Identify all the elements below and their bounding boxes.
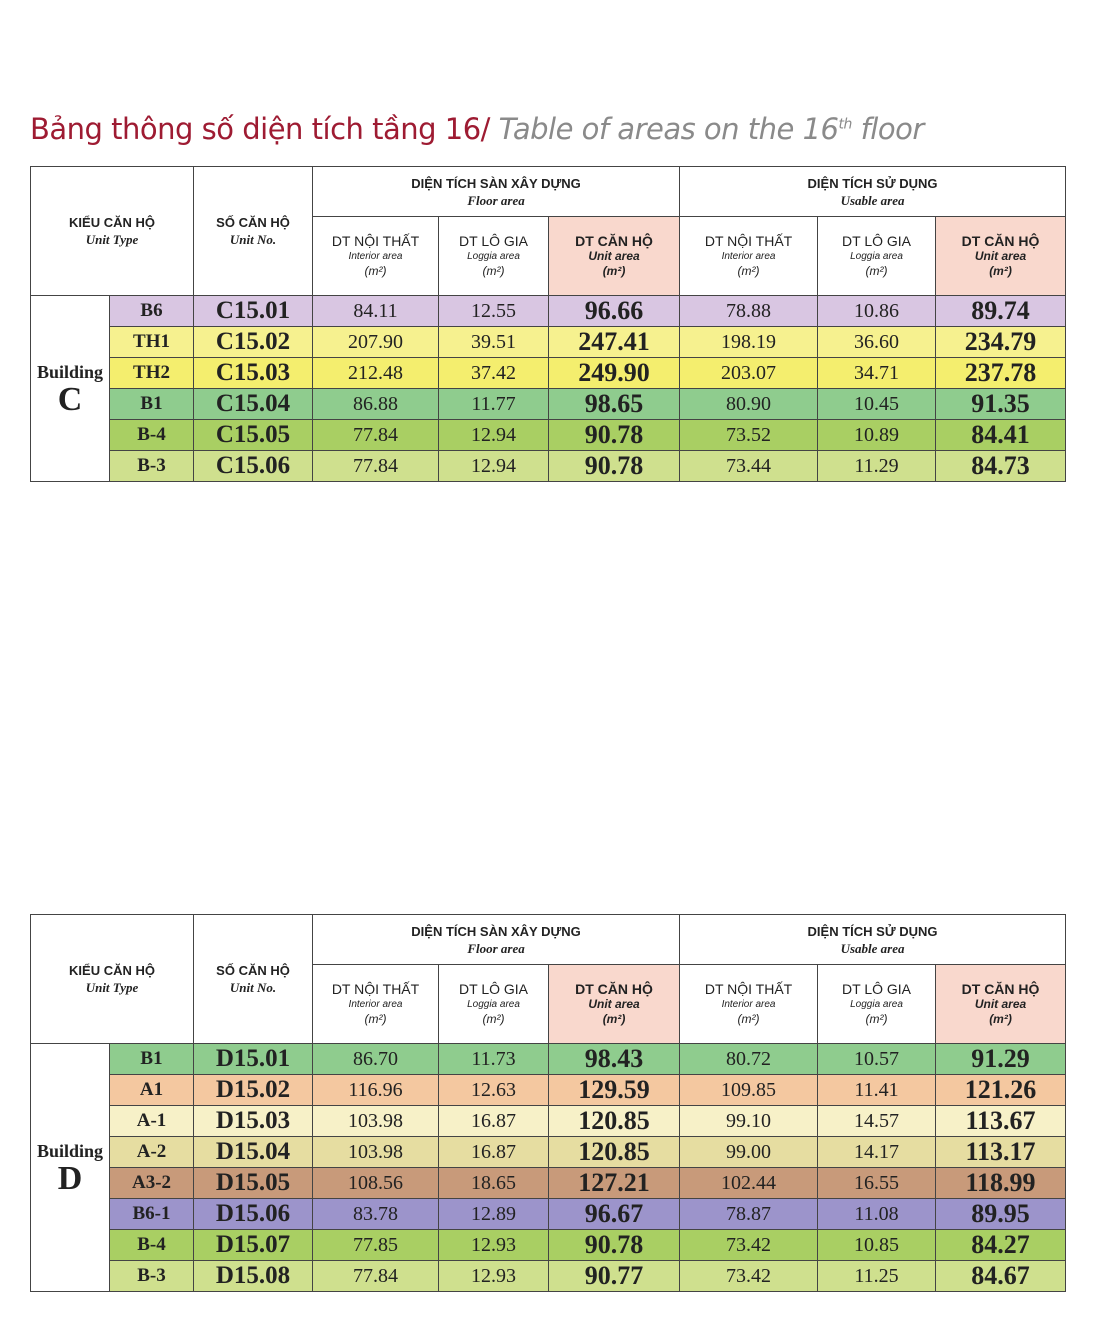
cell-usable-interior: 78.87 — [680, 1199, 818, 1230]
table-row — [31, 327, 1066, 358]
cell-usable-loggia: 11.08 — [818, 1199, 936, 1230]
cell-unit-type: A3-2 — [110, 1168, 194, 1199]
cell-floor-interior: 212.48 — [313, 358, 439, 389]
cell-usable-unit-area: 118.99 — [936, 1168, 1066, 1199]
cell-usable-unit-area: 84.73 — [936, 451, 1066, 482]
cell-floor-unit-area: 90.77 — [549, 1261, 680, 1292]
cell-unit-type: B6 — [110, 296, 194, 327]
cell-unit-no: C15.03 — [194, 358, 313, 389]
cell-floor-unit-area: 120.85 — [549, 1106, 680, 1137]
cell-floor-loggia: 12.94 — [439, 451, 549, 482]
cell-floor-interior: 108.56 — [313, 1168, 439, 1199]
cell-unit-no: D15.05 — [194, 1168, 313, 1199]
cell-usable-interior: 73.42 — [680, 1230, 818, 1261]
cell-unit-type: B6-1 — [110, 1199, 194, 1230]
cell-usable-loggia: 14.17 — [818, 1137, 936, 1168]
cell-floor-interior: 207.90 — [313, 327, 439, 358]
cell-floor-loggia: 12.93 — [439, 1230, 549, 1261]
cell-floor-unit-area: 90.78 — [549, 1230, 680, 1261]
cell-usable-unit-area: 91.29 — [936, 1044, 1066, 1075]
cell-unit-type: B-4 — [110, 420, 194, 451]
building-label: Building C — [31, 296, 110, 482]
cell-floor-unit-area: 90.78 — [549, 451, 680, 482]
cell-floor-interior: 86.88 — [313, 389, 439, 420]
cell-floor-interior: 77.85 — [313, 1230, 439, 1261]
cell-unit-type: A-2 — [110, 1137, 194, 1168]
table-row — [31, 1106, 1066, 1137]
header-unit-type: KIỂU CĂN HỘ Unit Type — [31, 167, 194, 296]
header-usable-unit-area: DT CĂN HỘ Unit area (m²) — [936, 965, 1066, 1044]
area-table-building-c — [30, 166, 1066, 482]
cell-floor-interior: 103.98 — [313, 1137, 439, 1168]
table-row — [31, 1075, 1066, 1106]
cell-floor-loggia: 12.63 — [439, 1075, 549, 1106]
cell-unit-no: C15.04 — [194, 389, 313, 420]
cell-unit-type: A-1 — [110, 1106, 194, 1137]
cell-floor-unit-area: 247.41 — [549, 327, 680, 358]
header-usable-area: DIỆN TÍCH SỬ DỤNG Usable area — [680, 167, 1066, 217]
cell-usable-unit-area: 237.78 — [936, 358, 1066, 389]
cell-usable-interior: 203.07 — [680, 358, 818, 389]
cell-unit-type: TH2 — [110, 358, 194, 389]
table-row — [31, 1137, 1066, 1168]
cell-unit-no: D15.02 — [194, 1075, 313, 1106]
cell-usable-loggia: 36.60 — [818, 327, 936, 358]
cell-floor-loggia: 11.77 — [439, 389, 549, 420]
header-usable-loggia: DT LÔ GIA Loggia area (m²) — [818, 217, 936, 296]
cell-usable-interior: 102.44 — [680, 1168, 818, 1199]
cell-floor-loggia: 12.94 — [439, 420, 549, 451]
cell-floor-loggia: 16.87 — [439, 1137, 549, 1168]
cell-usable-unit-area: 84.27 — [936, 1230, 1066, 1261]
cell-usable-interior: 73.52 — [680, 420, 818, 451]
cell-floor-loggia: 18.65 — [439, 1168, 549, 1199]
title-en: Table of areas on the 16th floor — [498, 112, 924, 146]
cell-floor-unit-area: 127.21 — [549, 1168, 680, 1199]
cell-usable-interior: 198.19 — [680, 327, 818, 358]
title-vi: Bảng thông số diện tích tầng 16/ — [30, 112, 490, 146]
cell-floor-unit-area: 98.65 — [549, 389, 680, 420]
cell-usable-loggia: 14.57 — [818, 1106, 936, 1137]
cell-usable-loggia: 11.41 — [818, 1075, 936, 1106]
table-row — [31, 1199, 1066, 1230]
cell-floor-interior: 77.84 — [313, 451, 439, 482]
header-usable-interior: DT NỘI THẤT Interior area (m²) — [680, 217, 818, 296]
cell-unit-no: D15.01 — [194, 1044, 313, 1075]
cell-usable-interior: 80.72 — [680, 1044, 818, 1075]
table-row — [31, 1261, 1066, 1292]
cell-unit-no: D15.04 — [194, 1137, 313, 1168]
cell-unit-no: C15.06 — [194, 451, 313, 482]
cell-floor-unit-area: 120.85 — [549, 1137, 680, 1168]
cell-usable-interior: 73.44 — [680, 451, 818, 482]
cell-floor-loggia: 37.42 — [439, 358, 549, 389]
cell-floor-unit-area: 98.43 — [549, 1044, 680, 1075]
cell-usable-unit-area: 84.67 — [936, 1261, 1066, 1292]
cell-usable-interior: 109.85 — [680, 1075, 818, 1106]
building-label: Building D — [31, 1044, 110, 1292]
header-usable-interior: DT NỘI THẤT Interior area (m²) — [680, 965, 818, 1044]
cell-floor-interior: 77.84 — [313, 420, 439, 451]
header-floor-unit-area: DT CĂN HỘ Unit area (m²) — [549, 217, 680, 296]
cell-floor-interior: 83.78 — [313, 1199, 439, 1230]
cell-usable-unit-area: 89.74 — [936, 296, 1066, 327]
cell-unit-type: TH1 — [110, 327, 194, 358]
page-title — [30, 112, 924, 146]
header-unit-no: SỐ CĂN HỘ Unit No. — [194, 167, 313, 296]
cell-unit-type: B1 — [110, 389, 194, 420]
cell-usable-unit-area: 121.26 — [936, 1075, 1066, 1106]
cell-usable-interior: 99.00 — [680, 1137, 818, 1168]
cell-unit-no: C15.02 — [194, 327, 313, 358]
cell-usable-unit-area: 91.35 — [936, 389, 1066, 420]
header-floor-unit-area: DT CĂN HỘ Unit area (m²) — [549, 965, 680, 1044]
cell-usable-unit-area: 89.95 — [936, 1199, 1066, 1230]
cell-usable-loggia: 11.25 — [818, 1261, 936, 1292]
header-floor-interior: DT NỘI THẤT Interior area (m²) — [313, 965, 439, 1044]
header-usable-unit-area: DT CĂN HỘ Unit area (m²) — [936, 217, 1066, 296]
cell-floor-unit-area: 96.66 — [549, 296, 680, 327]
cell-floor-loggia: 11.73 — [439, 1044, 549, 1075]
header-floor-loggia: DT LÔ GIA Loggia area (m²) — [439, 217, 549, 296]
cell-usable-interior: 80.90 — [680, 389, 818, 420]
cell-usable-unit-area: 113.17 — [936, 1137, 1066, 1168]
table-row — [31, 1230, 1066, 1261]
cell-floor-interior: 84.11 — [313, 296, 439, 327]
cell-usable-loggia: 10.86 — [818, 296, 936, 327]
table-row — [31, 1168, 1066, 1199]
cell-usable-loggia: 10.85 — [818, 1230, 936, 1261]
table-row — [31, 358, 1066, 389]
cell-floor-interior: 103.98 — [313, 1106, 439, 1137]
cell-usable-unit-area: 113.67 — [936, 1106, 1066, 1137]
table-row — [31, 296, 1066, 327]
header-floor-area: DIỆN TÍCH SÀN XÂY DỰNG Floor area — [313, 167, 680, 217]
cell-floor-unit-area: 129.59 — [549, 1075, 680, 1106]
header-unit-no: SỐ CĂN HỘ Unit No. — [194, 915, 313, 1044]
header-floor-loggia: DT LÔ GIA Loggia area (m²) — [439, 965, 549, 1044]
header-usable-loggia: DT LÔ GIA Loggia area (m²) — [818, 965, 936, 1044]
cell-usable-interior: 99.10 — [680, 1106, 818, 1137]
cell-usable-interior: 78.88 — [680, 296, 818, 327]
cell-floor-loggia: 16.87 — [439, 1106, 549, 1137]
cell-floor-loggia: 12.55 — [439, 296, 549, 327]
cell-usable-loggia: 10.89 — [818, 420, 936, 451]
cell-unit-no: D15.06 — [194, 1199, 313, 1230]
cell-unit-type: B-4 — [110, 1230, 194, 1261]
cell-floor-unit-area: 249.90 — [549, 358, 680, 389]
cell-usable-loggia: 11.29 — [818, 451, 936, 482]
cell-floor-unit-area: 96.67 — [549, 1199, 680, 1230]
table-row — [31, 1044, 1066, 1075]
cell-unit-no: D15.07 — [194, 1230, 313, 1261]
cell-usable-loggia: 34.71 — [818, 358, 936, 389]
cell-unit-type: B1 — [110, 1044, 194, 1075]
cell-floor-loggia: 12.89 — [439, 1199, 549, 1230]
table-row — [31, 420, 1066, 451]
header-floor-area: DIỆN TÍCH SÀN XÂY DỰNG Floor area — [313, 915, 680, 965]
cell-floor-unit-area: 90.78 — [549, 420, 680, 451]
cell-usable-unit-area: 234.79 — [936, 327, 1066, 358]
table-row — [31, 389, 1066, 420]
header-usable-area: DIỆN TÍCH SỬ DỤNG Usable area — [680, 915, 1066, 965]
cell-floor-loggia: 12.93 — [439, 1261, 549, 1292]
table-row — [31, 451, 1066, 482]
cell-unit-no: D15.03 — [194, 1106, 313, 1137]
cell-usable-unit-area: 84.41 — [936, 420, 1066, 451]
cell-usable-loggia: 16.55 — [818, 1168, 936, 1199]
cell-unit-type: A1 — [110, 1075, 194, 1106]
cell-unit-type: B-3 — [110, 1261, 194, 1292]
area-table-building-d — [30, 914, 1066, 1292]
cell-floor-interior: 116.96 — [313, 1075, 439, 1106]
cell-usable-interior: 73.42 — [680, 1261, 818, 1292]
cell-unit-no: C15.01 — [194, 296, 313, 327]
cell-usable-loggia: 10.45 — [818, 389, 936, 420]
cell-unit-no: D15.08 — [194, 1261, 313, 1292]
header-unit-type: KIỂU CĂN HỘ Unit Type — [31, 915, 194, 1044]
cell-usable-loggia: 10.57 — [818, 1044, 936, 1075]
header-floor-interior: DT NỘI THẤT Interior area (m²) — [313, 217, 439, 296]
cell-floor-interior: 86.70 — [313, 1044, 439, 1075]
cell-unit-type: B-3 — [110, 451, 194, 482]
cell-floor-loggia: 39.51 — [439, 327, 549, 358]
cell-floor-interior: 77.84 — [313, 1261, 439, 1292]
cell-unit-no: C15.05 — [194, 420, 313, 451]
